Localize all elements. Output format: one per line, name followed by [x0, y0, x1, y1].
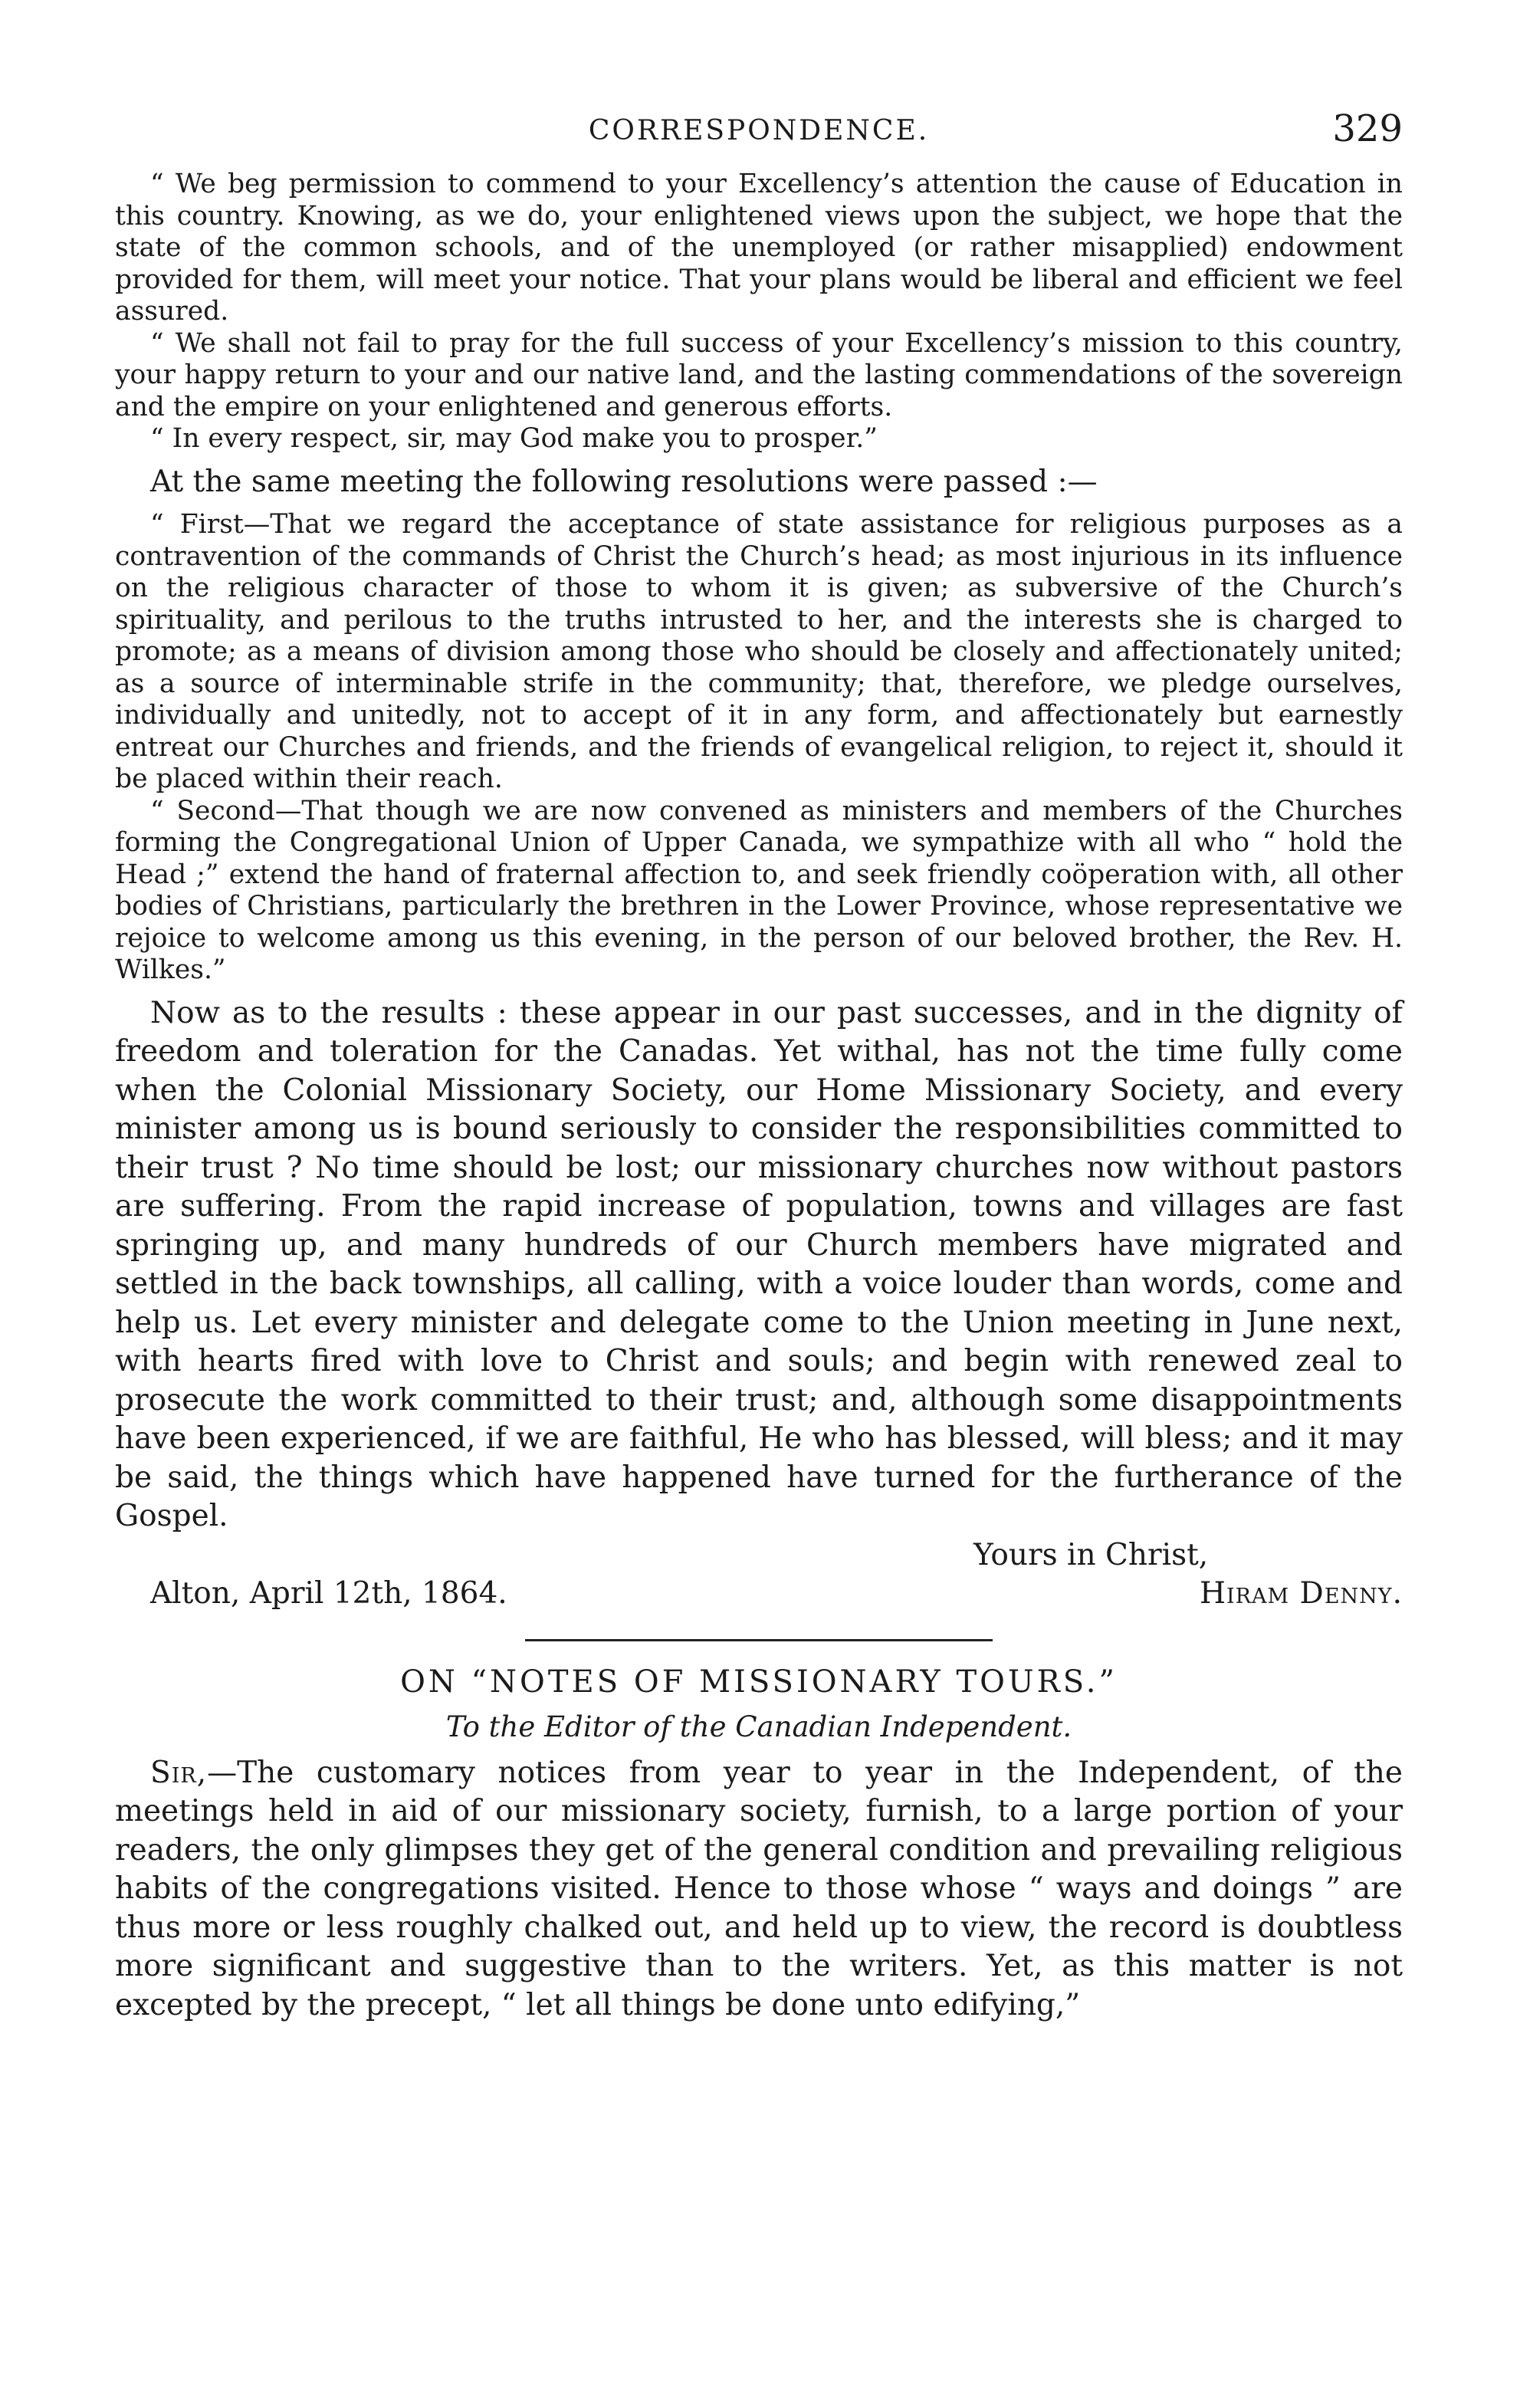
- running-head: [115, 107, 1403, 169]
- running-title: CORRESPONDENCE.: [588, 115, 930, 146]
- quote-paragraph-blessing: “ In every respect, sir, may God make you to prosper.”: [150, 423, 878, 454]
- resolution-second: “ Second—That though we are now convened as ministers and members of the Churches forming the Congregational Union of Upper Canada, we sympathize with all who “ hold the Head ;” extend the hand of fraternal affection to, and seek friendly coöperation with, all other bodies of Christians, particularly the brethren in the Lower Province, whose representative we rejoice to welcome among us this evening, in the person of our beloved brother, the Rev. H. Wilkes.”: [115, 795, 1403, 985]
- place-date-row: [115, 1575, 1403, 1613]
- resolutions-intro: At the same meeting the following resolutions were passed :—: [150, 464, 1098, 499]
- closing-row: [115, 1536, 1403, 1575]
- quote-paragraph-education: “ We beg permission to commend to your Excellency’s attention the cause of Education in this country. Knowing, as we do, your enlightened views upon the subject, we hope that the state of the common schools, and of the unemployed (or rather misapplied) endowment provided for them, will meet your notice. That your plans would be liberal and efficient we feel assured.: [115, 169, 1403, 327]
- place-date: Alton, April 12th, 1864.: [150, 1575, 507, 1611]
- closing: Yours in Christ,: [973, 1537, 1209, 1572]
- letter-body: Now as to the results : these appear in our past successes, and in the dignity of freedom and toleration for the Canadas. Yet withal, has not the time fully come when the Colonial Missionary Society, our Home Missionary Society, and every minister among us is bound seriously to consider the responsibilities committed to their trust ? No time should be lost; our missionary churches now without pastors are suffering. From the rapid increase of population, towns and villages are fast springing up, and many hundreds of our Church members have migrated and settled in the back townships, all calling, with a voice louder than words, come and help us. Let every minister and delegate come to the Union meeting in June next, with hearts fired with love to Christ and souls; and begin with renewed zeal to prosecute the work committed to their trust; and, although some disappointments have been experienced, if we are faithful, He who has blessed, will bless; and it may be said, the things which have happened have turned for the furtherance of the Gospel.: [115, 995, 1403, 1533]
- resolution-first: “ First—That we regard the acceptance of state assistance for religious purposes as a contravention of the commands of Christ the Church’s head; as most injurious in its influence on the religious character of those to whom it is given; as subversive of the Church’s spirituality, and perilous to the truths intrusted to her, and the interests she is charged to promote; as a means of division among those who should be closely and affectionately united; as a source of interminable strife in the community; that, therefore, we pledge ourselves, individually and unitedly, not to accept of it in any form, and affectionately but earnestly entreat our Churches and friends, and the friends of evangelical religion, to reject it, should it be placed within their reach.: [115, 509, 1403, 794]
- signature: Hiram Denny.: [1200, 1575, 1403, 1611]
- quote-paragraph-prayer: “ We shall not fail to pray for the full success of your Excellency’s mission to this country, your happy return to your and our native land, and the lasting commendations of the sovereign and the empire on your enlightened and generous efforts.: [115, 327, 1403, 422]
- article-subheading: To the Editor of the Canadian Independent.: [445, 1710, 1072, 1743]
- page-number: 329: [1332, 107, 1403, 150]
- page: [115, 107, 1403, 2025]
- section-divider: [525, 1639, 993, 1641]
- article-heading: ON “NOTES OF MISSIONARY TOURS.”: [400, 1664, 1118, 1700]
- second-letter-text: —The customary notices from year to year in the Independent, of the meetings held in aid of our missionary society, furnish, to a large portion of your readers, the only glimpses they get of the general condition and prevailing religious habits of the congregations visited. Hence to those whose “ ways and doings ” are thus more or less roughly chalked out, and held up to view, the record is doubtless more significant and suggestive than to the writers. Yet, as this matter is not excepted by the precept, “ let all things be done unto edifying,”: [115, 1755, 1403, 2022]
- second-letter-body: [115, 1754, 1403, 2025]
- salutation: Sir,: [150, 1755, 208, 1790]
